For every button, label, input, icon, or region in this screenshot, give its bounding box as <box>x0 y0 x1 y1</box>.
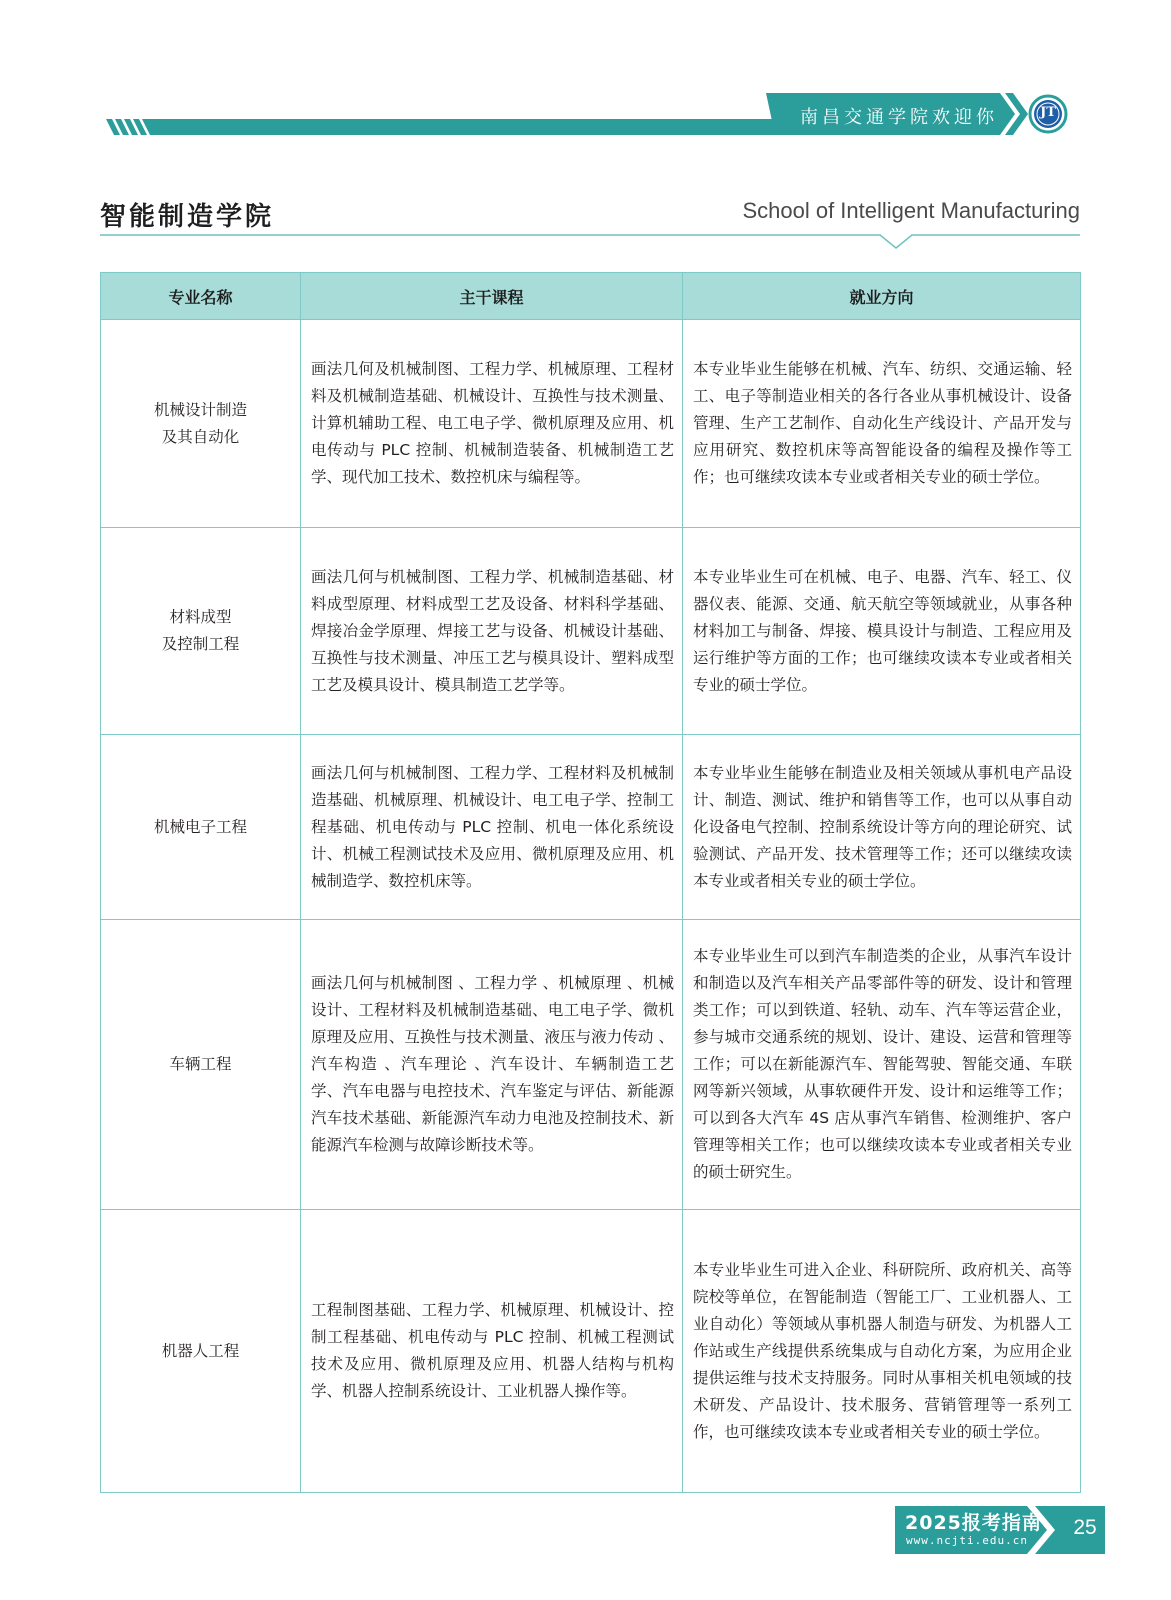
major-name: 机械电子工程 <box>101 735 301 920</box>
table-row <box>101 528 1081 735</box>
school-logo-icon: JT <box>1040 105 1056 120</box>
section-heading <box>100 190 1080 250</box>
header-major: 专业名称 <box>101 273 301 320</box>
core-courses: 画法几何与机械制图 、工程力学 、机械原理 、机械设计、工程材料及机械制造基础、电工电子学、微机原理及应用、互换性与技术测量、液压与液力传动 、汽车构造 、汽车理论 、汽车设计、车辆制造工艺学、汽车电器与电控技术、汽车鉴定与评估、新能源汽车技术基础、新能源汽车动力电池及控制技术、新能源汽车检测与故障诊断技术等。 <box>301 920 683 1210</box>
table-row <box>101 1210 1081 1493</box>
website-link[interactable]: www.ncjti.edu.cn <box>906 1534 1028 1547</box>
core-courses: 画法几何及机械制图、工程力学、机械原理、工程材料及机械制造基础、机械设计、互换性与技术测量、计算机辅助工程、电工电子学、微机原理及应用、机电传动与 PLC 控制、机械制造装备、机械制造工艺学、现代加工技术、数控机床与编程等。 <box>301 320 683 528</box>
table-row <box>101 320 1081 528</box>
guide-label: 2025报考指南 <box>905 1512 1042 1534</box>
career-direction: 本专业毕业生能够在制造业及相关领域从事机电产品设计、制造、测试、维护和销售等工作，也可以从事自动化设备电气控制、控制系统设计等方向的理论研究、试验测试、产品开发、技术管理等工作；还可以继续攻读本专业或者相关专业的硕士学位。 <box>683 735 1081 920</box>
core-courses: 工程制图基础、工程力学、机械原理、机械设计、控制工程基础、机电传动与 PLC 控制、机械工程测试技术及应用、微机原理及应用、机器人结构与机构学、机器人控制系统设计、工业机器人操作等。 <box>301 1210 683 1493</box>
career-direction: 本专业毕业生能够在机械、汽车、纺织、交通运输、轻工、电子等制造业相关的各行各业从事机械设计、设备管理、生产工艺制作、自动化生产线设计、产品开发与应用研究、数控机床等高智能设备的编程及操作等工作；也可继续攻读本专业或者相关专业的硕士学位。 <box>683 320 1081 528</box>
major-name: 机械设计制造 及其自动化 <box>101 320 301 528</box>
table-row <box>101 735 1081 920</box>
section-title-cn: 智能制造学院 <box>100 202 275 232</box>
header-courses: 主干课程 <box>301 273 683 320</box>
header-career: 就业方向 <box>683 273 1081 320</box>
section-title-en: School of Intelligent Manufacturing <box>742 198 1080 223</box>
heading-divider <box>100 234 1080 250</box>
career-direction: 本专业毕业生可进入企业、科研院所、政府机关、高等院校等单位，在智能制造（智能工厂、工业机器人、工业自动化）等领域从事机器人制造与研发、为机器人工作站或生产线提供系统集成与自动化方案，为应用企业提供运维与技术支持服务。同时从事相关机电领域的技术研发、产品设计、技术服务、营销管理等一系列工作，也可继续攻读本专业或者相关专业的硕士学位。 <box>683 1210 1081 1493</box>
core-courses: 画法几何与机械制图、工程力学、工程材料及机械制造基础、机械原理、机械设计、电工电子学、控制工程基础、机电传动与 PLC 控制、机电一体化系统设计、机械工程测试技术及应用、微机原理及应用、机械制造学、数控机床等。 <box>301 735 683 920</box>
core-courses: 画法几何与机械制图、工程力学、机械制造基础、材料成型原理、材料成型工艺及设备、材料科学基础、焊接冶金学原理、焊接工艺与设备、机械设计基础、互换性与技术测量、冲压工艺与模具设计、塑料成型工艺及模具设计、模具制造工艺学等。 <box>301 528 683 735</box>
career-direction: 本专业毕业生可在机械、电子、电器、汽车、轻工、仪器仪表、能源、交通、航天航空等领域就业，从事各种材料加工与制备、焊接、模具设计与制造、工程应用及运行维护等方面的工作；也可继续攻读本专业或者相关专业的硕士学位。 <box>683 528 1081 735</box>
page-number: 25 <box>1073 1516 1097 1539</box>
footer-badge <box>895 1506 1105 1554</box>
header-banner <box>0 0 1171 150</box>
major-name: 材料成型 及控制工程 <box>101 528 301 735</box>
major-name: 车辆工程 <box>101 920 301 1210</box>
table-header-row <box>101 273 1081 320</box>
majors-table <box>100 272 1081 1493</box>
major-name: 机器人工程 <box>101 1210 301 1493</box>
banner-title: 南昌交通学院欢迎你 <box>800 107 998 128</box>
career-direction: 本专业毕业生可以到汽车制造类的企业，从事汽车设计和制造以及汽车相关产品零部件等的研发、设计和管理类工作；可以到铁道、轻轨、动车、汽车等运营企业，参与城市交通系统的规划、设计、建设、运营和管理等工作；可以在新能源汽车、智能驾驶、智能交通、车联网等新兴领域，从事软硬件开发、设计和运维等工作；可以到各大汽车 4S 店从事汽车销售、检测维护、客户管理等相关工作；也可以继续攻读本专业或者相关专业的硕士研究生。 <box>683 920 1081 1210</box>
table-row <box>101 920 1081 1210</box>
